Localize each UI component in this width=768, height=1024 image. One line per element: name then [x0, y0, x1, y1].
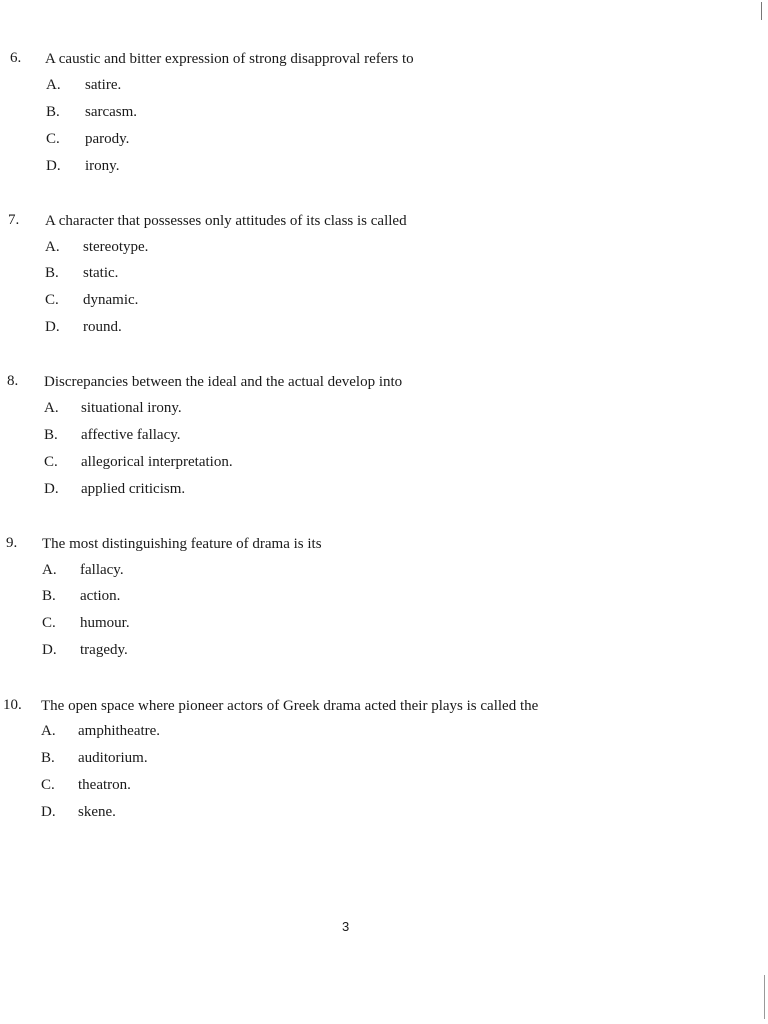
- option-letter: C.: [44, 454, 58, 470]
- option-letter: B.: [42, 588, 56, 604]
- option-letter: B.: [46, 104, 60, 120]
- option-letter: B.: [45, 265, 59, 281]
- option-text: affective fallacy.: [81, 427, 181, 443]
- option-text: allegorical interpretation.: [81, 454, 233, 470]
- option-letter: C.: [41, 777, 55, 793]
- option-letter: A.: [41, 723, 56, 739]
- question-number: 8.: [7, 373, 19, 389]
- question-stem: Discrepancies between the ideal and the actual develop into: [44, 374, 403, 390]
- option-text: situational irony.: [81, 400, 182, 416]
- option-text: sarcasm.: [85, 104, 138, 120]
- option-text: static.: [83, 265, 119, 281]
- scan-edge-mark-top: [761, 2, 762, 20]
- option-letter: B.: [41, 750, 55, 766]
- option-letter: A.: [42, 562, 57, 578]
- question-stem: The open space where pioneer actors of Greek drama acted their plays is called the: [41, 698, 539, 714]
- option-letter: D.: [41, 804, 56, 820]
- option-text: applied criticism.: [81, 481, 186, 497]
- option-text: round.: [83, 319, 122, 335]
- option-text: fallacy.: [80, 562, 124, 578]
- option-letter: C.: [45, 292, 59, 308]
- option-letter: A.: [46, 77, 61, 93]
- option-text: irony.: [85, 158, 120, 174]
- option-letter: A.: [45, 239, 60, 255]
- option-letter: B.: [44, 427, 58, 443]
- option-text: auditorium.: [78, 750, 148, 766]
- option-letter: D.: [42, 642, 57, 658]
- option-letter: A.: [44, 400, 59, 416]
- question-number: 9.: [6, 535, 18, 551]
- question-stem: A caustic and bitter expression of strong disapproval refers to: [45, 51, 414, 67]
- option-letter: D.: [45, 319, 60, 335]
- option-letter: C.: [46, 131, 60, 147]
- option-text: action.: [80, 588, 121, 604]
- page-number: 3: [342, 919, 350, 934]
- option-text: tragedy.: [80, 642, 128, 658]
- option-text: satire.: [85, 77, 122, 93]
- option-text: dynamic.: [83, 292, 139, 308]
- question-number: 6.: [10, 50, 22, 66]
- option-text: skene.: [78, 804, 116, 820]
- question-number: 7.: [8, 212, 20, 228]
- question-number: 10.: [3, 697, 22, 713]
- option-letter: C.: [42, 615, 56, 631]
- option-text: parody.: [85, 131, 130, 147]
- option-letter: D.: [46, 158, 61, 174]
- option-text: theatron.: [78, 777, 131, 793]
- option-letter: D.: [44, 481, 59, 497]
- option-text: amphitheatre.: [78, 723, 161, 739]
- question-stem: A character that possesses only attitudes of its class is called: [45, 213, 407, 229]
- option-text: stereotype.: [83, 239, 149, 255]
- option-text: humour.: [80, 615, 130, 631]
- question-stem: The most distinguishing feature of drama is its: [42, 536, 322, 552]
- scan-edge-mark-bottom: [764, 975, 765, 1019]
